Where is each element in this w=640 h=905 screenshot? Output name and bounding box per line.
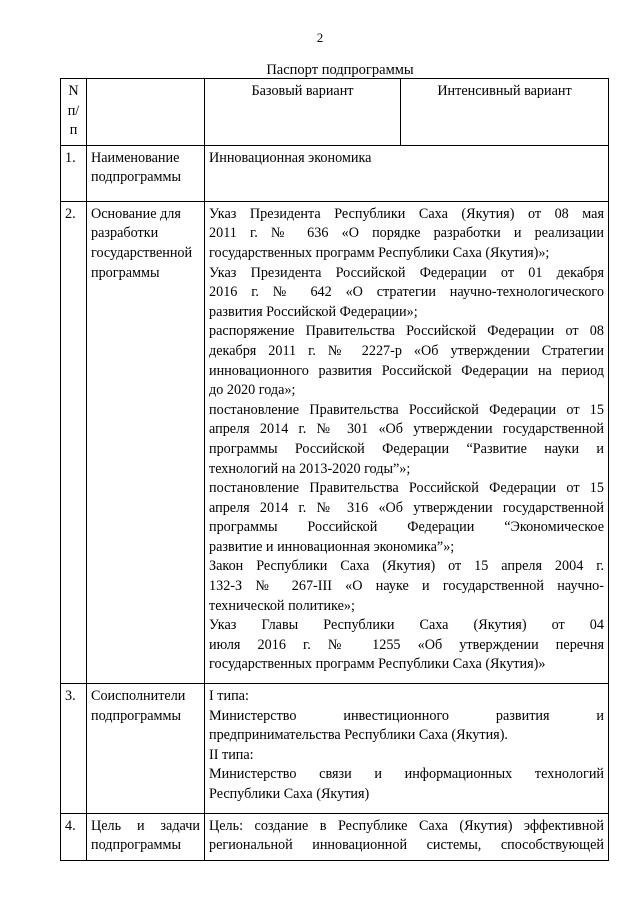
row-label-line: Наименование [91,149,180,166]
row-label [87,813,205,860]
row-content [205,813,609,860]
content-line: Указ Президента Российской Федерации от 01 декабря [209,264,604,281]
row-label-line: Цель и задачи [91,817,200,834]
content-line: Республики Саха (Якутия) [209,786,370,802]
row-label-line: Соисполнители [91,688,186,705]
row-label-line: подпрограммы [91,837,181,854]
header-name-cell [87,79,205,146]
content-line: апреля 2014 г. № 301 «Об утверждении государственной [209,421,604,438]
content-line: Указ Главы Республики Саха (Якутия) от 04 [209,617,604,634]
content-line: программы Российской Федерации “Развитие науки и [209,440,604,457]
row-number: 4. [61,813,87,860]
content-line: развития Российской Федерации»; [209,303,418,320]
header-intensive-variant: Интенсивный вариант [401,79,609,146]
table-row [61,145,609,201]
content-line: инновационного развития Российской Федерации на период [209,362,604,379]
row-content [205,145,609,201]
table-row [61,201,609,683]
content-line: до 2020 года»; [209,382,296,399]
header-num-pp: п/п [67,102,80,139]
content-line: технической политике»; [209,597,355,614]
row-content [205,684,609,814]
row-label-line: подпрограммы [91,169,181,186]
content-line: государственных программ Республики Саха (Якутия)»; [209,244,550,261]
header-number-cell [61,79,87,146]
content-line: Указ Президента Республики Саха (Якутия) от 08 мая [209,205,604,222]
document-title: Паспорт подпрограммы [266,62,414,78]
page-number: 2 [316,30,324,45]
content-line: Инновационная экономика [209,149,372,166]
row-number: 2. [61,201,87,683]
row-content [205,201,609,683]
content-line: Министерство инвестиционного развития и [209,707,604,724]
row-label-line: программы [91,264,160,281]
row-number: 3. [61,684,87,814]
content-line: Закон Республики Саха (Якутия) от 15 апреля 2004 г. [209,558,604,575]
content-line: постановление Правительства Российской Федерации от 15 [209,401,604,418]
row-label-line: разработки [91,225,159,242]
content-line: распоряжение Правительства Российской Федерации от 08 [209,323,604,340]
row-label [87,201,205,683]
header-num: N [68,83,79,99]
content-line: Цель: создание в Республике Саха (Якутия) эффективной [209,817,604,834]
content-line: 2011 г. № 636 «О порядке разработки и реализации [209,225,604,242]
content-line: декабря 2011 г. № 2227-р «Об утверждении Стратегии [209,342,604,359]
table-header-row [61,79,609,146]
content-line: технологий на 2013-2020 годы”»; [209,460,411,477]
content-line: II типа: [209,746,254,763]
row-label-line: подпрограммы [91,707,181,724]
table-row [61,684,609,814]
row-label [87,684,205,814]
row-number: 1. [61,145,87,201]
row-label-line: государственной [91,244,193,261]
content-line: региональной инновационной системы, способствующей [209,837,604,854]
content-line: развитие и инновационная экономика”»; [209,538,455,555]
content-line: 2016 г. № 642 «О стратегии научно-технологического [209,284,604,301]
content-line: апреля 2014 г. № 316 «Об утверждении государственной [209,499,604,516]
content-line: постановление Правительства Российской Федерации от 15 [209,480,604,497]
row-label-line: Основание для [91,205,181,222]
content-line: 132-З № 267-III «О науке и государственной научно- [209,578,604,595]
content-line: государственных программ Республики Саха (Якутия)» [209,656,546,673]
header-base-variant: Базовый вариант [205,79,401,146]
content-line: программы Российской Федерации “Экономическое [209,519,604,536]
content-line: июля 2016 г. № 1255 «Об утверждении перечня [209,636,604,653]
content-line: предпринимательства Республики Саха (Якутия). [209,727,508,744]
table-row [61,813,609,860]
row-label [87,145,205,201]
content-line: Министерство связи и информационных технологий [209,766,604,783]
content-line: I типа: [209,688,249,705]
passport-table [60,78,609,861]
